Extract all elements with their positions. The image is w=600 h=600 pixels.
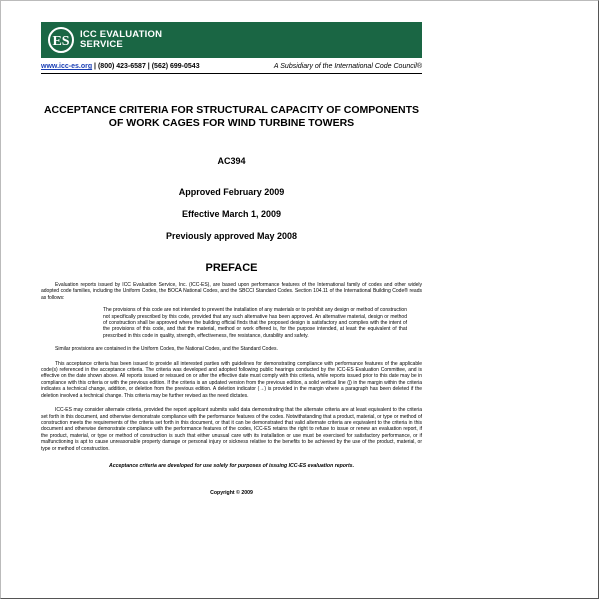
copyright: Copyright © 2009 [210, 489, 253, 496]
phone-1: (800) 423-6587 [97, 63, 146, 70]
org-name-line1: ICC EVALUATION [80, 29, 163, 40]
preface-paragraph-4: ICC-ES may consider alternate criteria, provided the report applicant submits valid data demonstrating that the alternate criteria are at least equivalent to the criteria set forth in this document, and otherwise demonstrate compliance with the performance features of the codes. Notwithstanding that a product, material, or type or method of construction meets the requirements of the criteria set forth in this document, or that it can be demonstrated that valid alternate criteria are equivalent to the criteria in this document and otherwise demonstrate compliance with the performance features of the codes, ICC-ES retains the right to refuse to issue or renew an evaluation report, if the product, material, or type or method of construction is such that either unusual care with its installation or use must be exercised for satisfactory performance, or if malfunctioning is apt to cause unreasonable property damage or personal injury or sickness relative to the benefits to be achieved by the use of the product, material, or type or method of construction. [41, 407, 422, 452]
separator: | [147, 63, 150, 70]
separator: | [94, 63, 97, 70]
org-name [80, 30, 162, 50]
document-code: AC394 [217, 156, 246, 166]
preface-paragraph-1: Evaluation reports issued by ICC Evaluation Service, Inc. (ICC-ES), are based upon performance features of the International family of codes and other widely adopted code families, including the Uniform Codes, the BOCA National Codes, and the SBCCI Standard Codes. Section 104.11 of the International Building Code® reads as follows: [41, 282, 422, 301]
document-title: ACCEPTANCE CRITERIA FOR STRUCTURAL CAPACITY OF COMPONENTS OF WORK CAGES FOR WIND TURBINE TOWERS [43, 104, 420, 129]
preface-paragraph-3: This acceptance criteria has been issued to provide all interested parties with guidelines for demonstrating compliance with performance features of the applicable code(s) referenced in the acceptance criteria. The criteria was developed and adopted following public hearings conducted by the ICC-ES Evaluation Committee, and is effective on the date shown above. All reports issued or reissued on or after the effective date must comply with this criteria, while reports issued prior to this date may be in compliance with this criteria or with the previous edition. If the criteria is an updated version from the previous edition, a solid vertical line (|) in the margin within the criteria indicates a technical change, addition, or deletion from the previous edition. A deletion indicator (→) is provided in the margin where a paragraph has been deleted if the deletion involved a technical change. This criteria may be further revised as the need dictates. [41, 360, 422, 399]
preface-paragraph-2: Similar provisions are contained in the Uniform Codes, the National Codes, and the Standard Codes. [55, 346, 278, 353]
svg-text:ES: ES [52, 34, 70, 49]
phone-2: (562) 699-0543 [151, 63, 200, 70]
code-quote: The provisions of this code are not intended to prevent the installation of any materials or to prohibit any design or method of construction not specifically prescribed by this code, provided that any such alternative has been approved. An alternative material, design or method of construction shall be approved where the building official finds that the proposed design is satisfactory and complies with the intent of the provisions of this code, and that the material, method or work offered is, for the purpose intended, at least the equivalent of that prescribed in this code in quality, strength, effectiveness, fire resistance, durability and safety. [103, 307, 407, 339]
icc-es-logo [46, 26, 76, 54]
preface-heading: PREFACE [205, 262, 258, 274]
subsidiary-note: A Subsidiary of the International Code Council® [273, 63, 422, 70]
contact-row [41, 63, 422, 74]
header-banner [41, 22, 422, 58]
org-name-line2: SERVICE [80, 39, 123, 50]
document-page [41, 22, 422, 496]
footer-note: Acceptance criteria are developed for use solely for purposes of issuing ICC-ES evaluation reports. [108, 462, 355, 469]
previously-approved-date: Previously approved May 2008 [165, 231, 298, 241]
website-link[interactable]: www.icc-es.org [41, 63, 93, 70]
contact-info [41, 63, 200, 70]
effective-date: Effective March 1, 2009 [181, 209, 282, 219]
approved-date: Approved February 2009 [178, 187, 285, 197]
